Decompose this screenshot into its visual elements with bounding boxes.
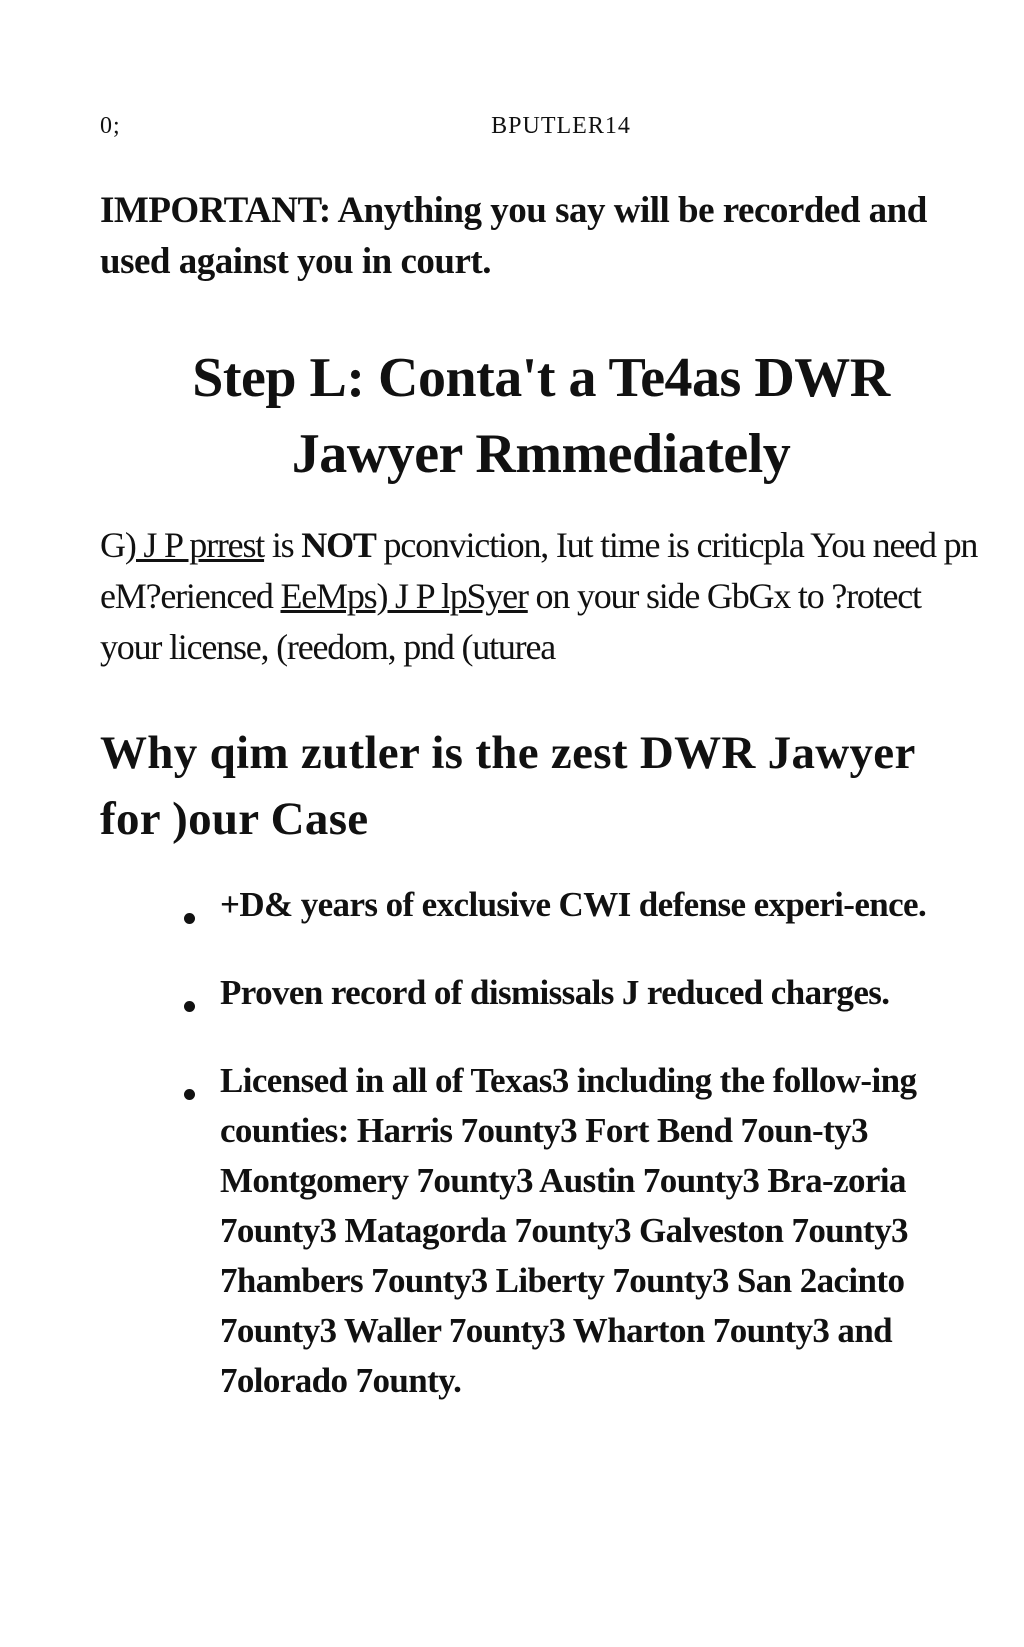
important-notice: IMPORTANT: Anything you say will be recorded and used against you in court. (100, 190, 927, 282)
list-item (100, 880, 982, 930)
list-item (100, 1056, 982, 1406)
intro-link-lawyer[interactable]: EeMps) J P lpSyer (280, 576, 528, 616)
reasons-list (100, 880, 982, 1444)
intro-text-3: pconviction, Iut time is criticpla You need pn eM?erienced (100, 525, 978, 616)
intro-paragraph (100, 520, 982, 673)
bullet-dot-icon (184, 913, 195, 924)
running-title: BPUTLER14 (491, 113, 631, 139)
bullet-dot-icon (184, 1089, 195, 1100)
intro-link-arrest[interactable]: ) J P prrest (124, 525, 265, 565)
list-item-text: +D& years of exclusive CWI defense experi-ence. (220, 885, 927, 924)
why-heading: Why qim zutler is the zest DWR Jawyer for )our Case (100, 727, 915, 845)
step-heading (100, 340, 982, 492)
list-item-text: Proven record of dismissals J reduced charges. (220, 973, 890, 1012)
document-page (100, 0, 982, 1647)
list-item-text: Licensed in all of Texas3 including the follow-ing counties: Harris 7ounty3 Fort Bend 7oun-ty3 Montgomery 7ounty3 Austin 7ounty3 Bra-zoria 7ounty3 Matagorda 7ounty3 Galveston 7ounty3 7hambers 7ounty3 Liberty 7ounty3 San 2acinto 7ounty3 Waller 7ounty3 Wharton 7ounty3 and 7olorado 7ounty. (220, 1061, 917, 1400)
step-heading-line-2: Jawyer Rmmediately (291, 423, 791, 485)
bullet-dot-icon (184, 1001, 195, 1012)
intro-text-4: on your side GbGx to ?rotect your license, (reedom, pnd (uturea (100, 576, 921, 667)
intro-bold-not: NOT (301, 525, 376, 565)
intro-text-2: is (264, 525, 302, 565)
intro-text-1: G (100, 525, 125, 565)
list-item (100, 968, 982, 1018)
page-number: 0; (100, 113, 121, 139)
step-heading-line-1: Step L: Conta't a Te4as DWR (192, 347, 890, 409)
running-header (100, 113, 982, 143)
